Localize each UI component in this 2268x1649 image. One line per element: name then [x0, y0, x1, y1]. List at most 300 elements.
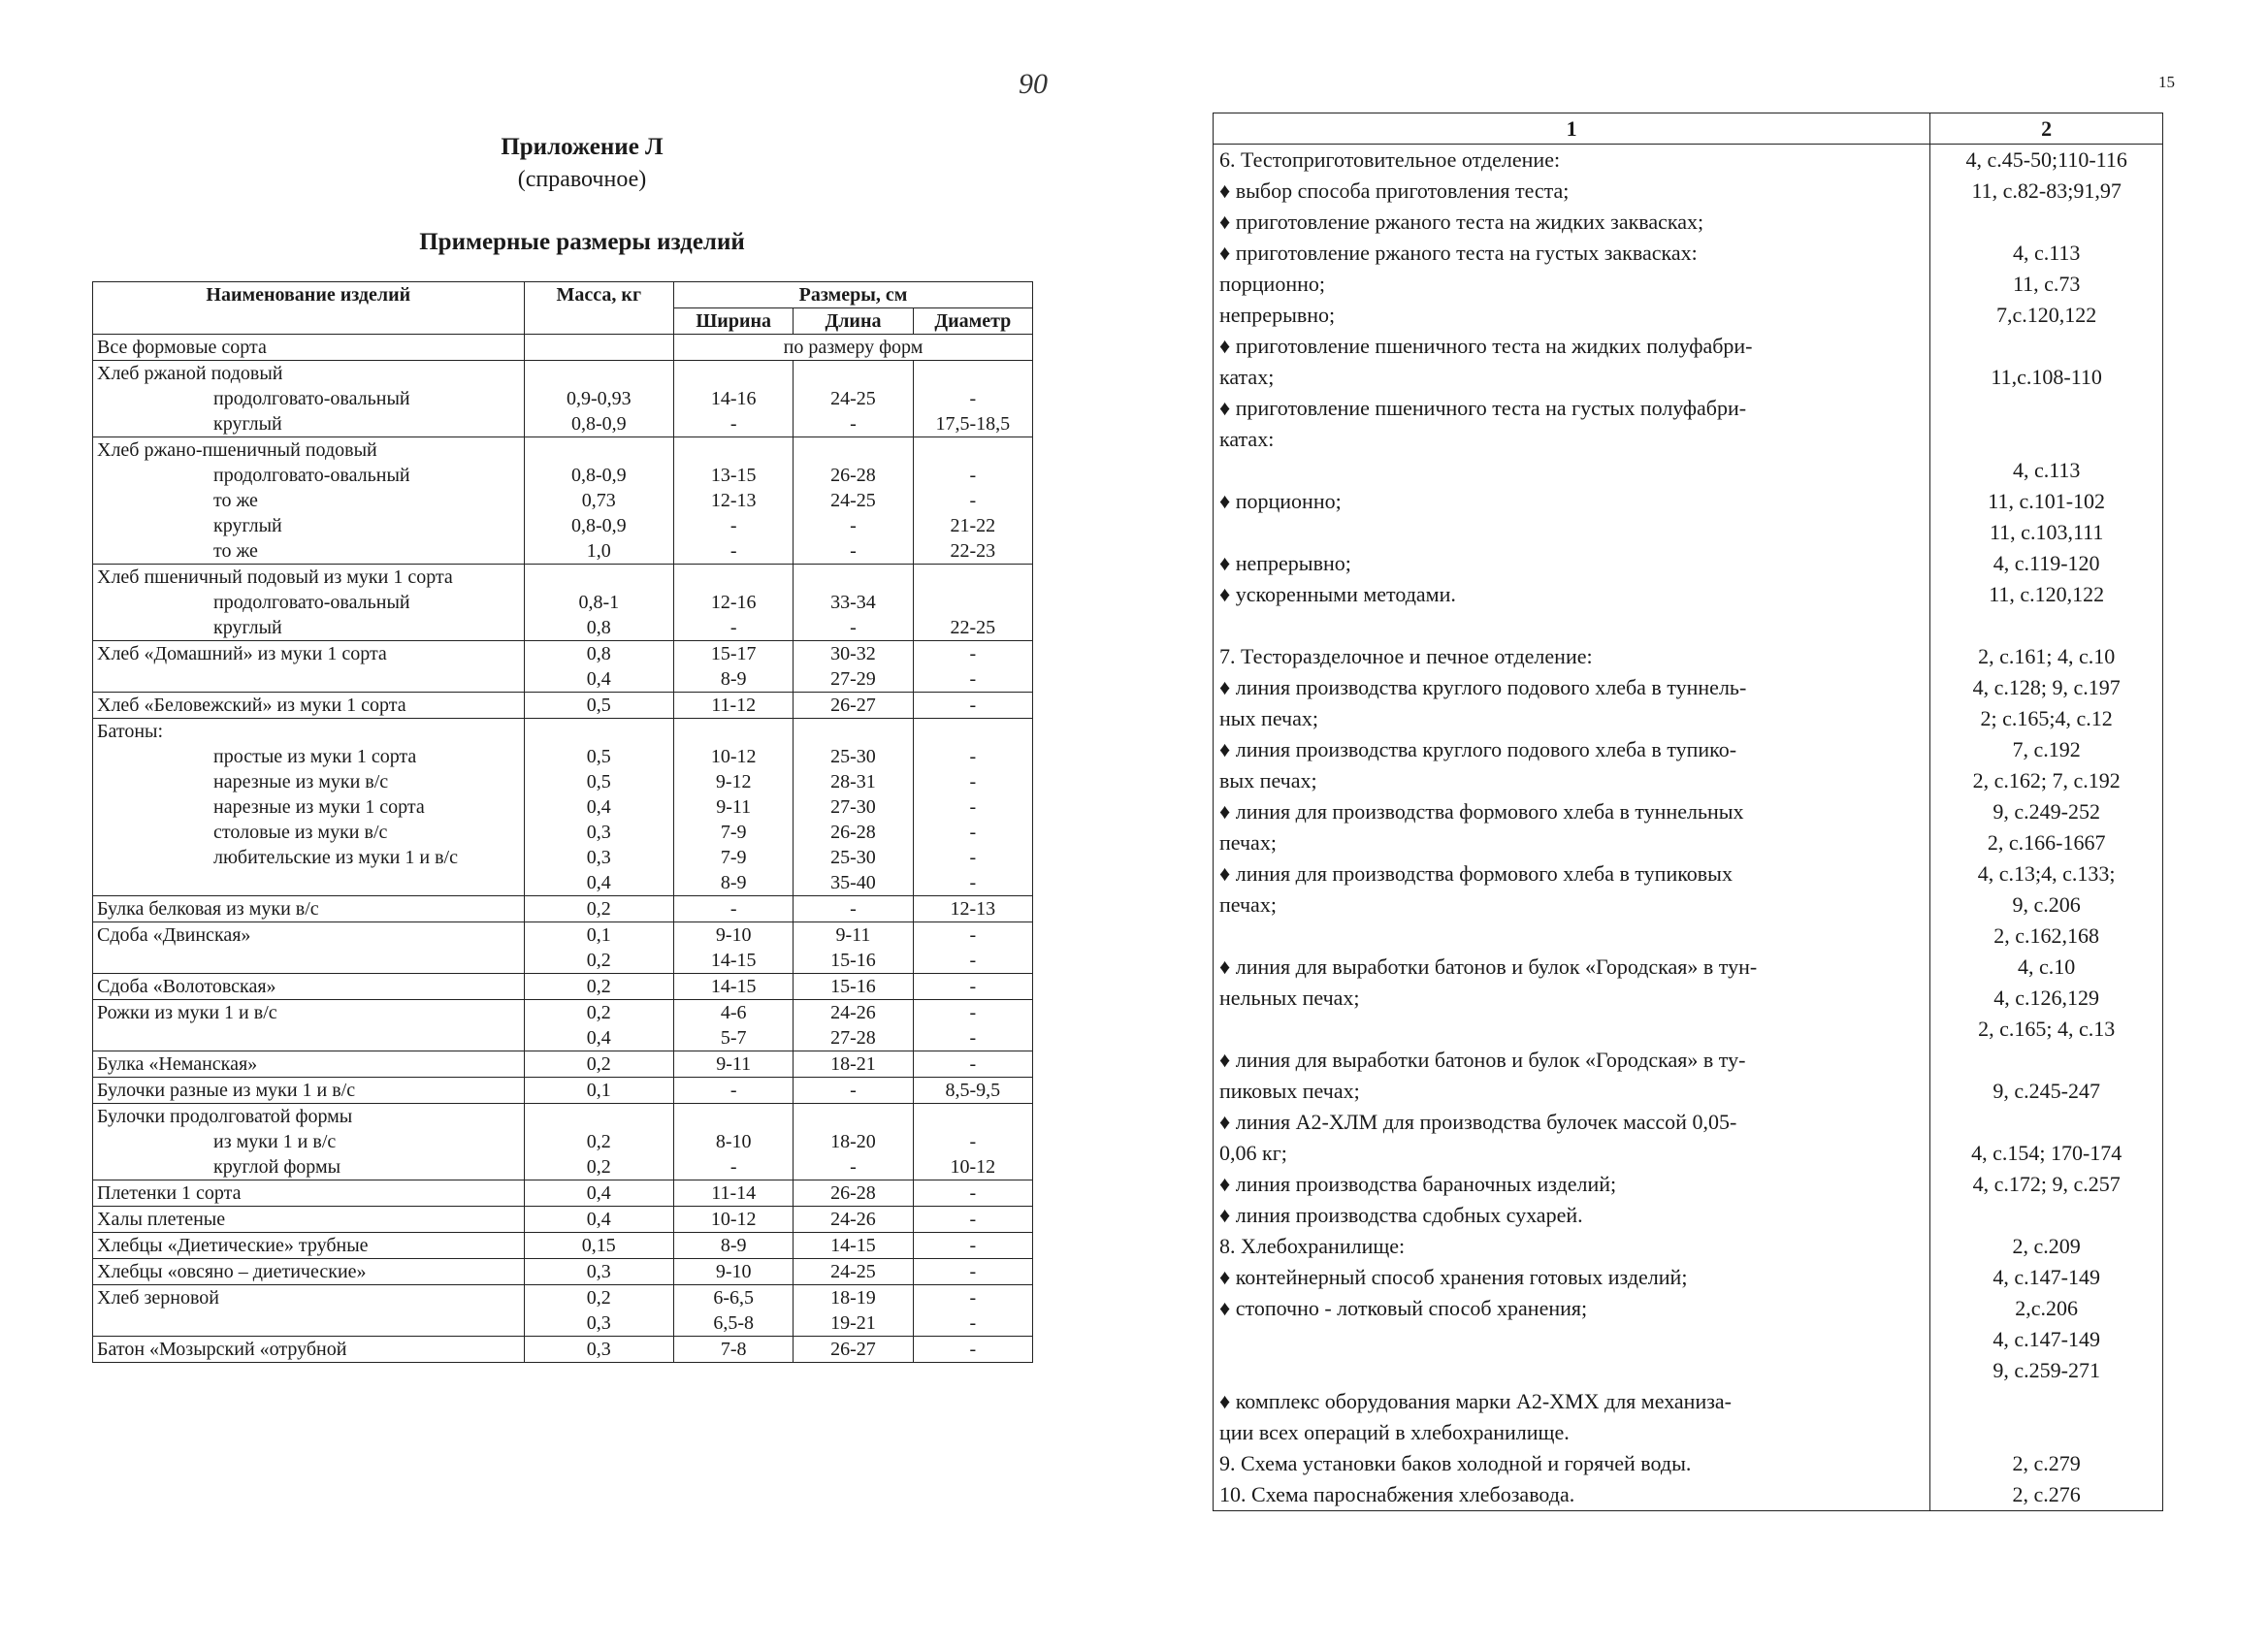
topic-line: катах:: [1219, 427, 1275, 451]
width-cell: [674, 1337, 794, 1363]
table-row: [93, 1233, 1033, 1259]
length-value: 27-30: [830, 796, 876, 818]
table-row: [93, 1078, 1033, 1104]
diam-value: -: [969, 1053, 977, 1075]
diameter-cell: [913, 896, 1032, 922]
length-value: [797, 565, 908, 590]
mass-value: 0,1: [586, 924, 611, 946]
product-name-line: Булочки разные из муки 1 и в/с: [97, 1080, 356, 1101]
source-line: [1936, 1200, 2156, 1231]
product-name-cell: [93, 1051, 525, 1078]
table-row: [93, 641, 1033, 693]
product-name-cell: [93, 1180, 525, 1207]
width-value: [678, 361, 789, 386]
source-line: 11, с.120,122: [1989, 582, 2105, 606]
diam-value: -: [969, 1261, 977, 1282]
source-line: 9, с.249-252: [1993, 799, 2100, 824]
product-name-line: Булка белковая из муки в/с: [97, 898, 319, 920]
diam-value: 10-12: [950, 1156, 996, 1178]
width-cell: [674, 1285, 794, 1337]
width-cell: [674, 974, 794, 1000]
table-row: [93, 437, 1033, 565]
width-value: 8-10: [715, 1131, 752, 1152]
topic-line: [1219, 1014, 1924, 1045]
width-cell: [674, 1104, 794, 1180]
product-name-line: Сдоба «Двинская»: [97, 924, 251, 946]
mass-value: 0,3: [586, 1312, 611, 1334]
source-line: [1936, 393, 2156, 424]
product-name-line: из муки 1 и в/с: [213, 1131, 337, 1152]
topic-line: ♦ линия производства сдобных сухарей.: [1219, 1203, 1583, 1227]
source-line: [1936, 1107, 2156, 1138]
diam-value: -: [969, 746, 977, 767]
mass-cell: [524, 922, 673, 974]
width-value: 7-9: [720, 822, 747, 843]
diam-value: [918, 1104, 1028, 1129]
width-value: 6,5-8: [713, 1312, 754, 1334]
width-cell: [674, 565, 794, 641]
topic-line: ♦ линия производства бараночных изделий;: [1219, 1172, 1617, 1196]
mass-value: 0,3: [586, 1339, 611, 1360]
source-line: [1936, 207, 2156, 238]
length-value: -: [850, 898, 857, 920]
length-value: 24-26: [830, 1002, 876, 1023]
length-value: 26-28: [830, 465, 876, 486]
table-row: [1214, 145, 2163, 1511]
width-value: 8-9: [720, 1235, 747, 1256]
diam-value: -: [969, 490, 977, 511]
length-value: 15-16: [830, 976, 876, 997]
mass-cell: [524, 693, 673, 719]
width-cell: [674, 1078, 794, 1104]
diam-value: -: [969, 1002, 977, 1023]
product-name-cell: [93, 437, 525, 565]
mass-value: [529, 565, 669, 590]
product-name-cell: [93, 1000, 525, 1051]
handwritten-page-number: 90: [1019, 68, 1048, 100]
product-name-line: Халы плетеные: [97, 1209, 226, 1230]
topic-line: ♦ ускоренными методами.: [1219, 582, 1456, 606]
length-cell: [794, 974, 913, 1000]
product-name-line: Сдоба «Волотовская»: [97, 976, 276, 997]
topic-line: ♦ контейнерный способ хранения готовых изделий;: [1219, 1265, 1688, 1289]
product-name-line: [97, 870, 520, 895]
mass-value: 0,5: [586, 695, 611, 716]
table-row: [93, 1259, 1033, 1285]
source-line: 2, с.165; 4, с.13: [1978, 1017, 2116, 1041]
product-name-cell: [93, 1104, 525, 1180]
length-cell: [794, 1051, 913, 1078]
diameter-cell: [913, 361, 1032, 437]
length-value: 26-28: [830, 822, 876, 843]
product-name-cell: [93, 922, 525, 974]
mass-cell: [524, 1233, 673, 1259]
width-cell: [674, 1259, 794, 1285]
table-row: [93, 693, 1033, 719]
mass-value: 0,3: [586, 1261, 611, 1282]
diam-value: -: [969, 1131, 977, 1152]
diam-value: [918, 719, 1028, 744]
topic-line: ных печах;: [1219, 706, 1318, 730]
width-value: -: [729, 413, 737, 435]
length-value: 9-11: [835, 924, 871, 946]
topic-line: непрерывно;: [1219, 303, 1336, 327]
mass-cell: [524, 1051, 673, 1078]
table-row: [93, 1051, 1033, 1078]
mass-value: 0,2: [586, 1156, 611, 1178]
header-col-1: 1: [1214, 113, 1930, 145]
diam-value: 17,5-18,5: [935, 413, 1011, 435]
product-name-line: Рожки из муки 1 и в/с: [97, 1002, 277, 1023]
width-cell: [674, 922, 794, 974]
topic-line: ♦ приготовление пшеничного теста на жидких полуфабри-: [1219, 334, 1753, 358]
mass-value: [529, 719, 669, 744]
header-name: Наименование изделий: [93, 282, 525, 335]
diam-value: -: [969, 796, 977, 818]
mass-value: 1,0: [586, 540, 611, 562]
product-name-line: нарезные из муки в/с: [213, 771, 389, 792]
topic-line: 10. Схема пароснабжения хлебозавода.: [1219, 1482, 1575, 1506]
source-line: 4, с.172; 9, с.257: [1972, 1172, 2121, 1196]
topic-line: ♦ линия производства круглого подового хлеба в туннель-: [1219, 675, 1747, 699]
diameter-cell: [913, 1259, 1032, 1285]
source-line: [1936, 424, 2156, 455]
width-value: 9-11: [716, 1053, 752, 1075]
source-line: [1936, 1417, 2156, 1448]
width-value: 12-13: [710, 490, 757, 511]
length-value: [797, 1104, 908, 1129]
diam-value: -: [969, 1209, 977, 1230]
topic-line: ♦ стопочно - лотковый способ хранения;: [1219, 1296, 1588, 1320]
topic-line: 9. Схема установки баков холодной и горячей воды.: [1219, 1451, 1692, 1475]
width-value: 9-10: [715, 1261, 752, 1282]
table-row: [93, 719, 1033, 896]
mass-value: 0,2: [586, 1287, 611, 1309]
mass-value: 0,8-0,9: [570, 413, 627, 435]
length-value: [797, 719, 908, 744]
source-line: 7, с.192: [2012, 737, 2081, 761]
width-value: 15-17: [710, 643, 757, 664]
width-value: -: [729, 1080, 737, 1101]
product-name-line: Хлебцы «Диетические» трубные: [97, 1235, 369, 1256]
length-value: 24-25: [830, 490, 876, 511]
table-row: [93, 361, 1033, 437]
diam-value: -: [969, 872, 977, 893]
diam-value: 8,5-9,5: [945, 1080, 1001, 1101]
width-value: [678, 1104, 789, 1129]
mass-value: 0,2: [586, 1053, 611, 1075]
length-value: 30-32: [830, 643, 876, 664]
mass-value: [529, 361, 669, 386]
source-line: 11, с.101-102: [1988, 489, 2106, 513]
diameter-cell: [913, 693, 1032, 719]
length-cell: [794, 719, 913, 896]
page-number: 15: [2158, 73, 2175, 91]
mass-value: [529, 437, 669, 463]
topic-line: печах;: [1219, 892, 1277, 917]
width-value: 7-9: [720, 847, 747, 868]
width-value: 9-10: [715, 924, 752, 946]
mass-value: 0,8-0,9: [570, 465, 627, 486]
source-line: 2,с.206: [2015, 1296, 2079, 1320]
length-value: 33-34: [830, 592, 876, 613]
product-name-line: Хлеб пшеничный подовый из муки 1 сорта: [97, 566, 453, 588]
mass-value: 0,2: [586, 950, 611, 971]
length-value: 24-25: [830, 388, 876, 409]
mass-value: 0,73: [581, 490, 616, 511]
diam-value: [918, 590, 1028, 615]
product-name-line: Хлеб «Беловежский» из муки 1 сорта: [97, 695, 406, 716]
length-value: 27-28: [830, 1027, 876, 1049]
product-name-line: Батоны:: [97, 721, 164, 742]
product-name-cell: [93, 1259, 525, 1285]
product-name-cell: [93, 641, 525, 693]
product-name-line: Батон «Мозырский «отрубной: [97, 1339, 347, 1360]
width-cell: [674, 719, 794, 896]
diameter-cell: [913, 1051, 1032, 1078]
mass-value: 0,4: [586, 872, 611, 893]
product-name-line: круглый: [213, 413, 282, 435]
width-value: 4-6: [720, 1002, 747, 1023]
diam-value: 12-13: [950, 898, 996, 920]
diam-value: -: [969, 388, 977, 409]
length-cell: [794, 1000, 913, 1051]
mass-value: 0,3: [586, 822, 611, 843]
diam-value: -: [969, 771, 977, 792]
topic-line: пиковых печах;: [1219, 1079, 1360, 1103]
product-name-cell: [93, 1078, 525, 1104]
product-name-line: круглой формы: [213, 1156, 341, 1178]
product-name-cell: [93, 693, 525, 719]
product-name-line: то же: [213, 490, 258, 511]
diameter-cell: [913, 974, 1032, 1000]
topic-line: нельных печах;: [1219, 986, 1360, 1010]
diameter-cell: [913, 1180, 1032, 1207]
appendix-subtitle: (справочное): [517, 167, 647, 192]
length-cell: [794, 693, 913, 719]
source-line: [1936, 1045, 2156, 1076]
mass-cell: [524, 1000, 673, 1051]
diameter-cell: [913, 719, 1032, 896]
source-line: [1936, 610, 2156, 641]
right-page: [1135, 0, 2268, 1649]
diam-value: -: [969, 1287, 977, 1309]
source-line: 2, с.161; 4, с.10: [1978, 644, 2116, 668]
topic-line: порционно;: [1219, 272, 1325, 296]
mass-value: 0,5: [586, 746, 611, 767]
source-line: 11,с.108-110: [1991, 365, 2102, 389]
length-value: 15-16: [830, 950, 876, 971]
length-value: 24-26: [830, 1209, 876, 1230]
diameter-cell: [913, 1104, 1032, 1180]
table-row: [93, 1104, 1033, 1180]
product-name-line: круглый: [213, 515, 282, 536]
mass-cell: [524, 361, 673, 437]
table-row: [93, 922, 1033, 974]
appendix-title: Приложение Л: [501, 134, 664, 160]
source-line: [1936, 331, 2156, 362]
diam-value: -: [969, 695, 977, 716]
product-name-line: [97, 1310, 520, 1336]
row-name: Все формовые сорта: [93, 335, 525, 361]
length-value: -: [850, 1080, 857, 1101]
length-cell: [794, 1337, 913, 1363]
topic-line: ♦ приготовление ржаного теста на густых заквасках:: [1219, 241, 1698, 265]
source-line: 4, с.154; 170-174: [1971, 1141, 2122, 1165]
width-value: [678, 437, 789, 463]
mass-value: 0,8: [586, 643, 611, 664]
product-name-cell: [93, 974, 525, 1000]
mass-value: 0,4: [586, 668, 611, 690]
diameter-cell: [913, 1233, 1032, 1259]
width-value: -: [729, 1156, 737, 1178]
length-value: 14-15: [830, 1235, 876, 1256]
diam-value: [918, 565, 1028, 590]
width-value: 14-15: [710, 950, 757, 971]
length-cell: [794, 1078, 913, 1104]
source-line: 4, с.45-50;110-116: [1965, 147, 2127, 172]
topic-line: 6. Тестоприготовительное отделение:: [1219, 147, 1561, 172]
mass-value: 0,2: [586, 898, 611, 920]
product-name-line: Хлеб «Домашний» из муки 1 сорта: [97, 643, 387, 664]
product-name-line: Хлеб ржано-пшеничный подовый: [97, 439, 377, 461]
length-value: [797, 437, 908, 463]
topic-line: катах;: [1219, 365, 1275, 389]
mass-cell: [524, 1207, 673, 1233]
header-width: Ширина: [674, 308, 794, 335]
mass-cell: [524, 565, 673, 641]
topic-line: [1219, 1355, 1924, 1386]
table-row: [93, 335, 1033, 361]
topic-line: ♦ линия для выработки батонов и булок «Городская» в тун-: [1219, 954, 1758, 979]
diameter-cell: [913, 641, 1032, 693]
product-name-line: любительские из муки 1 и в/с: [213, 847, 458, 868]
header-mass: Масса, кг: [524, 282, 673, 335]
product-name-line: [97, 1025, 520, 1051]
width-value: 9-11: [716, 796, 752, 818]
width-cell: [674, 896, 794, 922]
width-value: 12-16: [710, 592, 757, 613]
width-value: 8-9: [720, 668, 747, 690]
width-cell: [674, 361, 794, 437]
width-value: 8-9: [720, 872, 747, 893]
width-value: -: [729, 540, 737, 562]
source-line: 11, с.82-83;91,97: [1971, 178, 2122, 203]
product-name-cell: [93, 896, 525, 922]
source-line: 4, с.147-149: [1993, 1327, 2100, 1351]
source-line: 2, с.209: [2012, 1234, 2081, 1258]
diam-value: 21-22: [950, 515, 996, 536]
source-line: 9, с.206: [2012, 892, 2081, 917]
source-line: 4, с.147-149: [1993, 1265, 2100, 1289]
product-name-line: Плетенки 1 сорта: [97, 1182, 242, 1204]
source-line: 7,с.120,122: [1996, 303, 2097, 327]
mass-value: 0,2: [586, 1131, 611, 1152]
diam-value: -: [969, 643, 977, 664]
width-value: [678, 565, 789, 590]
length-value: -: [850, 1156, 857, 1178]
mass-cell: [524, 719, 673, 896]
topic-line: [1219, 517, 1924, 548]
mass-value: 0,8-1: [578, 592, 620, 613]
mass-cell: [524, 1180, 673, 1207]
width-value: 11-14: [711, 1182, 757, 1204]
topic-line: ♦ приготовление ржаного теста на жидких заквасках;: [1219, 210, 1704, 234]
mass-value: 0,2: [586, 1002, 611, 1023]
width-cell: [674, 437, 794, 565]
product-name-cell: [93, 565, 525, 641]
diam-value: -: [969, 1235, 977, 1256]
header-col-2: 2: [1930, 113, 2163, 145]
diam-value: 22-23: [950, 540, 996, 562]
source-line: 2, с.279: [2012, 1451, 2081, 1475]
product-name-line: [97, 666, 520, 692]
width-cell: [674, 1233, 794, 1259]
product-name-line: Хлебцы «овсяно – диетические»: [97, 1261, 367, 1282]
width-value: 14-16: [710, 388, 757, 409]
length-value: 18-20: [830, 1131, 876, 1152]
length-cell: [794, 1233, 913, 1259]
source-line: 9, с.245-247: [1993, 1079, 2100, 1103]
topic-line: ♦ приготовление пшеничного теста на густых полуфабри-: [1219, 396, 1747, 420]
product-sizes-table: [92, 281, 1033, 1363]
source-line: 2, с.162; 7, с.192: [1972, 768, 2121, 792]
mass-value: 0,15: [581, 1235, 616, 1256]
source-line: 11, с.73: [2012, 272, 2081, 296]
diameter-cell: [913, 437, 1032, 565]
length-value: -: [850, 413, 857, 435]
width-value: [678, 719, 789, 744]
length-value: [797, 361, 908, 386]
width-cell: [674, 693, 794, 719]
mass-cell: [524, 1285, 673, 1337]
diam-value: -: [969, 976, 977, 997]
table-row: [93, 1285, 1033, 1337]
length-value: 27-29: [830, 668, 876, 690]
product-name-cell: [93, 1285, 525, 1337]
source-line: 4, с.113: [2012, 458, 2081, 482]
source-line: 2, с.162,168: [1993, 923, 2100, 948]
length-value: 26-27: [830, 1339, 876, 1360]
mass-value: 0,4: [586, 1182, 611, 1204]
width-value: 11-12: [711, 695, 757, 716]
references-table: [1213, 113, 2163, 1511]
topic-line: [1219, 610, 1924, 641]
length-cell: [794, 1180, 913, 1207]
diameter-cell: [913, 1207, 1032, 1233]
mass-value: 0,2: [586, 976, 611, 997]
product-name-cell: [93, 1337, 525, 1363]
topic-line: [1219, 455, 1924, 486]
length-value: 24-25: [830, 1261, 876, 1282]
length-value: 25-30: [830, 847, 876, 868]
row-sizes-note: по размеру форм: [674, 335, 1033, 361]
table-row: [93, 896, 1033, 922]
length-cell: [794, 922, 913, 974]
length-cell: [794, 361, 913, 437]
topic-line: ♦ линия производства круглого подового хлеба в тупико-: [1219, 737, 1737, 761]
topic-line: ♦ выбор способа приготовления теста;: [1219, 178, 1570, 203]
length-value: 18-19: [830, 1287, 876, 1309]
mass-cell: [524, 1337, 673, 1363]
source-line: [1936, 1386, 2156, 1417]
mass-value: 0,1: [586, 1080, 611, 1101]
length-value: -: [850, 515, 857, 536]
diam-value: -: [969, 1027, 977, 1049]
topic-line: печах;: [1219, 830, 1277, 855]
length-cell: [794, 437, 913, 565]
length-cell: [794, 565, 913, 641]
